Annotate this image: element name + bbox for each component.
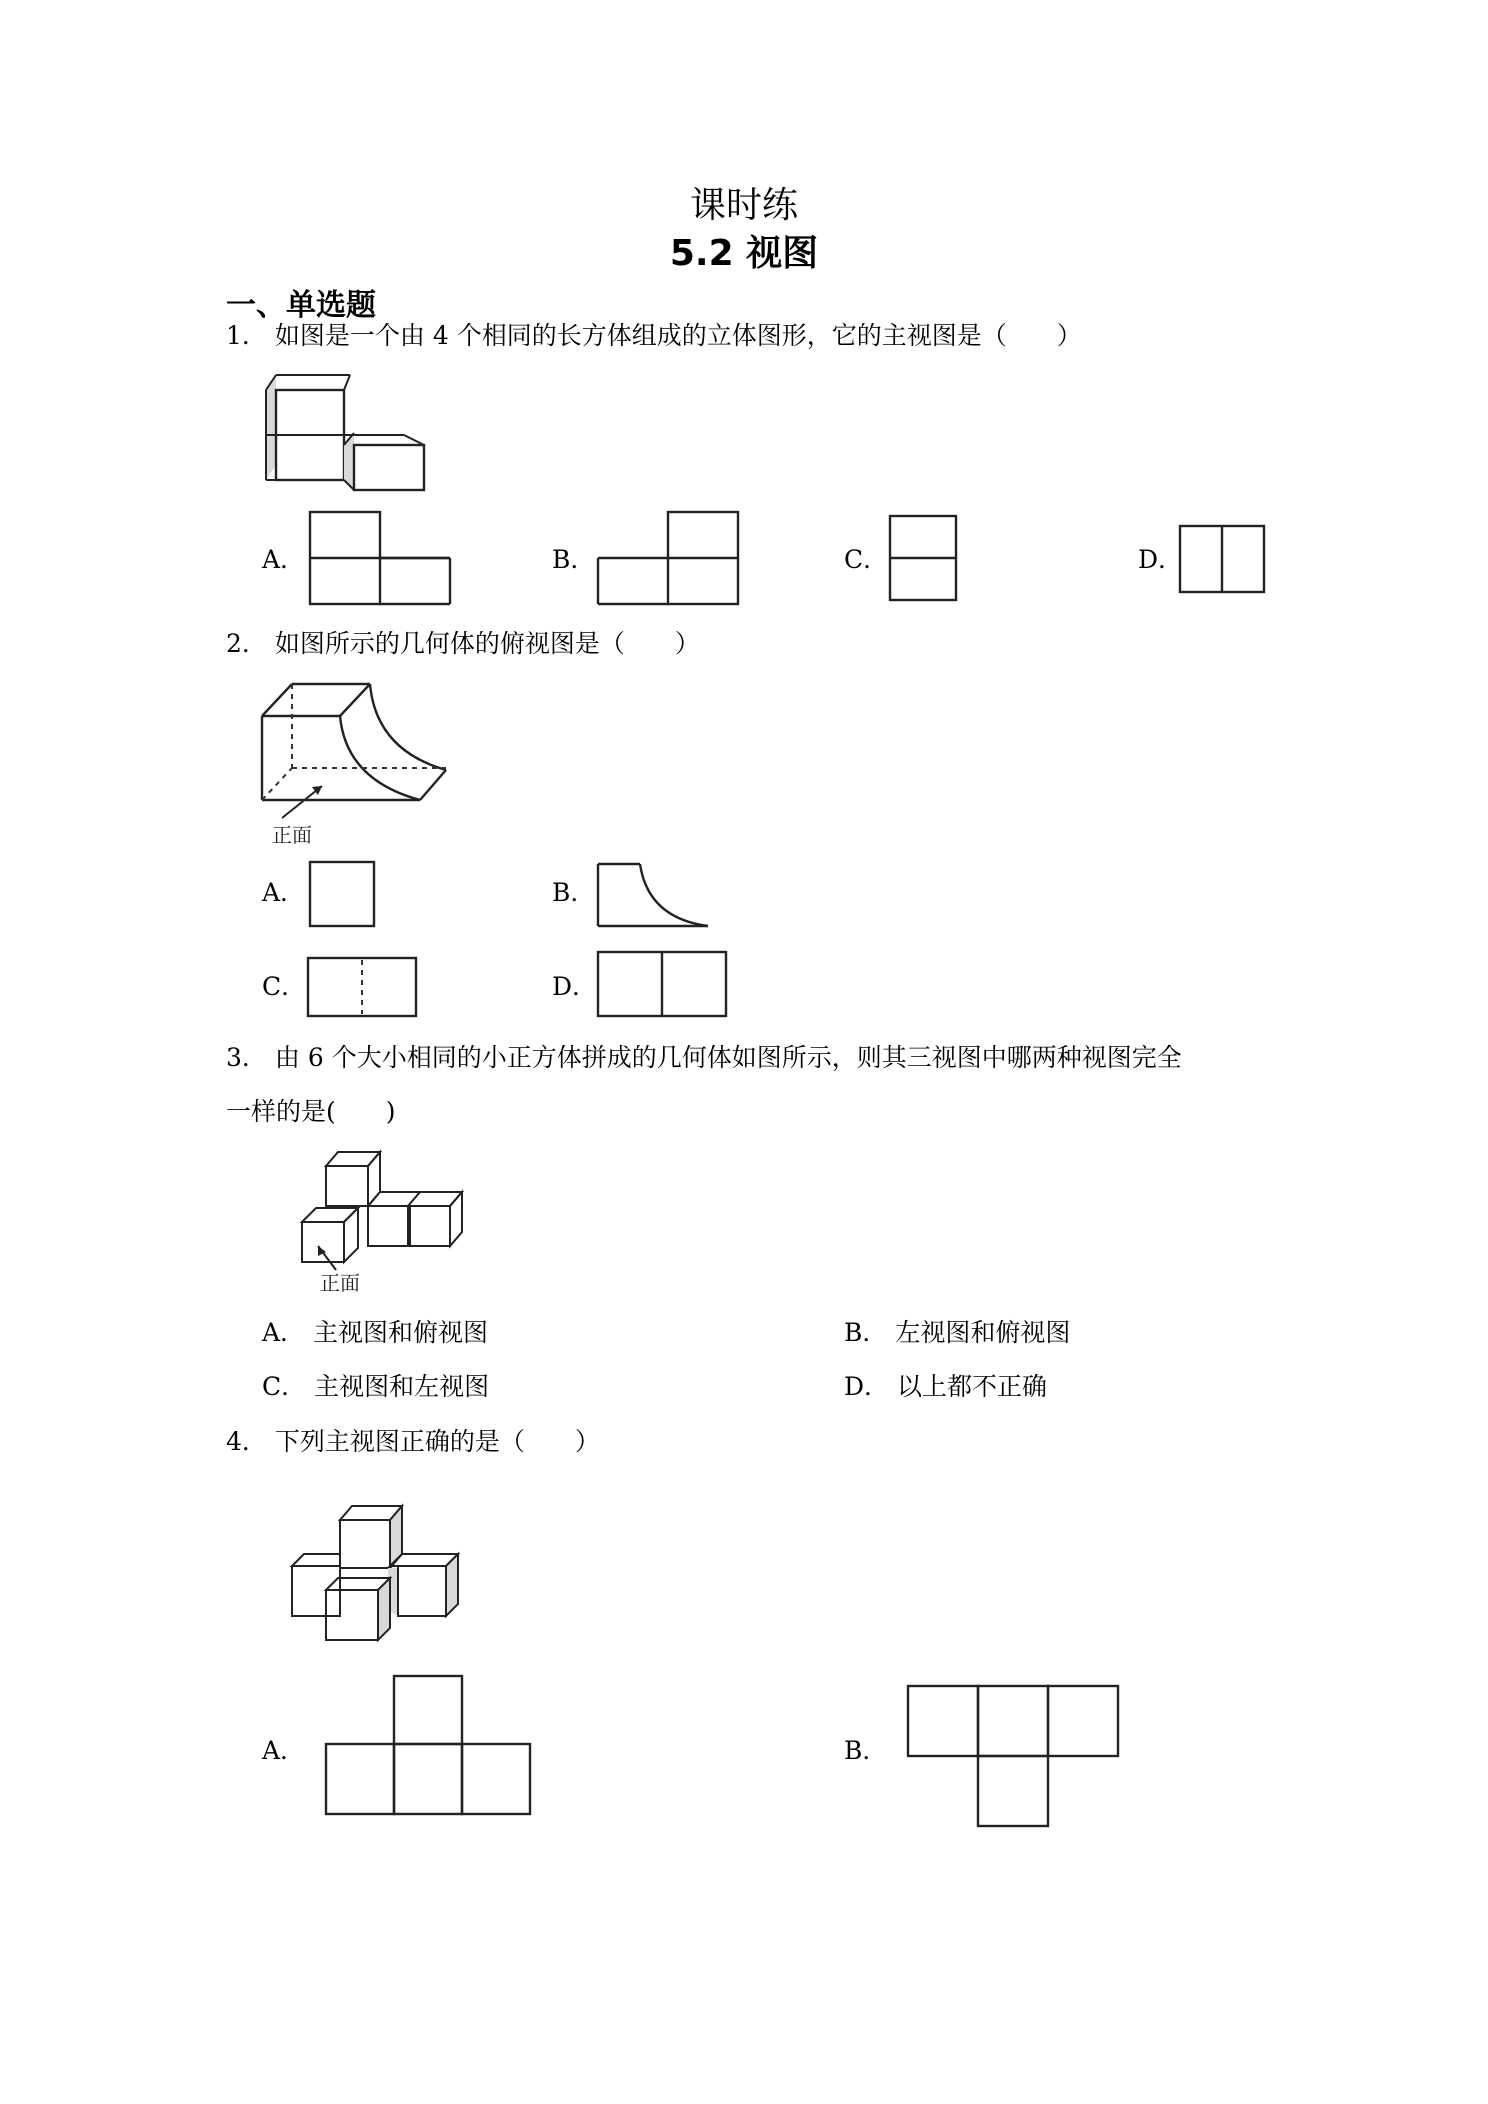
option-letter: B． [844, 1318, 888, 1347]
option-letter: D． [844, 1372, 890, 1401]
q3-front-label: 正面 [320, 1271, 360, 1295]
page-subtitle: 5.2 视图 [669, 233, 819, 274]
question-number: 2． [226, 629, 267, 658]
section-title: 一、单选题 [226, 288, 376, 323]
q4-option-a[interactable]: A． [262, 1736, 306, 1765]
option-letter: C． [262, 1372, 307, 1401]
question-number: 3． [226, 1043, 267, 1072]
question-text: 如图所示的几何体的俯视图是（ ） [274, 629, 700, 658]
q1-option-b[interactable]: B． [552, 545, 596, 574]
question-text-continued: 一样的是( ) [226, 1097, 396, 1126]
q2-option-d[interactable]: D． [552, 972, 598, 1001]
q1-option-c[interactable]: C． [844, 545, 889, 574]
option-text: 主视图和俯视图 [313, 1318, 489, 1347]
page-title: 课时练 [689, 185, 798, 226]
q2-option-c[interactable]: C． [262, 972, 307, 1001]
question-text: 如图是一个由 4 个相同的长方体组成的立体图形，它的主视图是（ ） [274, 321, 1082, 350]
q2-option-a[interactable]: A． [262, 878, 306, 907]
q1-option-d[interactable]: D． [1138, 545, 1184, 574]
option-text: 左视图和俯视图 [895, 1318, 1071, 1347]
option-text: 主视图和左视图 [314, 1372, 490, 1401]
option-letter: A． [262, 1318, 306, 1347]
question-text: 下列主视图正确的是（ ） [274, 1427, 600, 1456]
q4-option-b[interactable]: B． [844, 1736, 888, 1765]
q2-option-b[interactable]: B． [552, 878, 596, 907]
q1-option-a[interactable]: A． [262, 545, 306, 574]
question-text: 由 6 个大小相同的小正方体拼成的几何体如图所示，则其三视图中哪两种视图完全 [274, 1043, 1182, 1072]
q2-front-label: 正面 [272, 823, 312, 847]
question-number: 4． [226, 1427, 267, 1456]
option-text: 以上都不正确 [897, 1372, 1048, 1401]
question-number: 1． [226, 321, 267, 350]
